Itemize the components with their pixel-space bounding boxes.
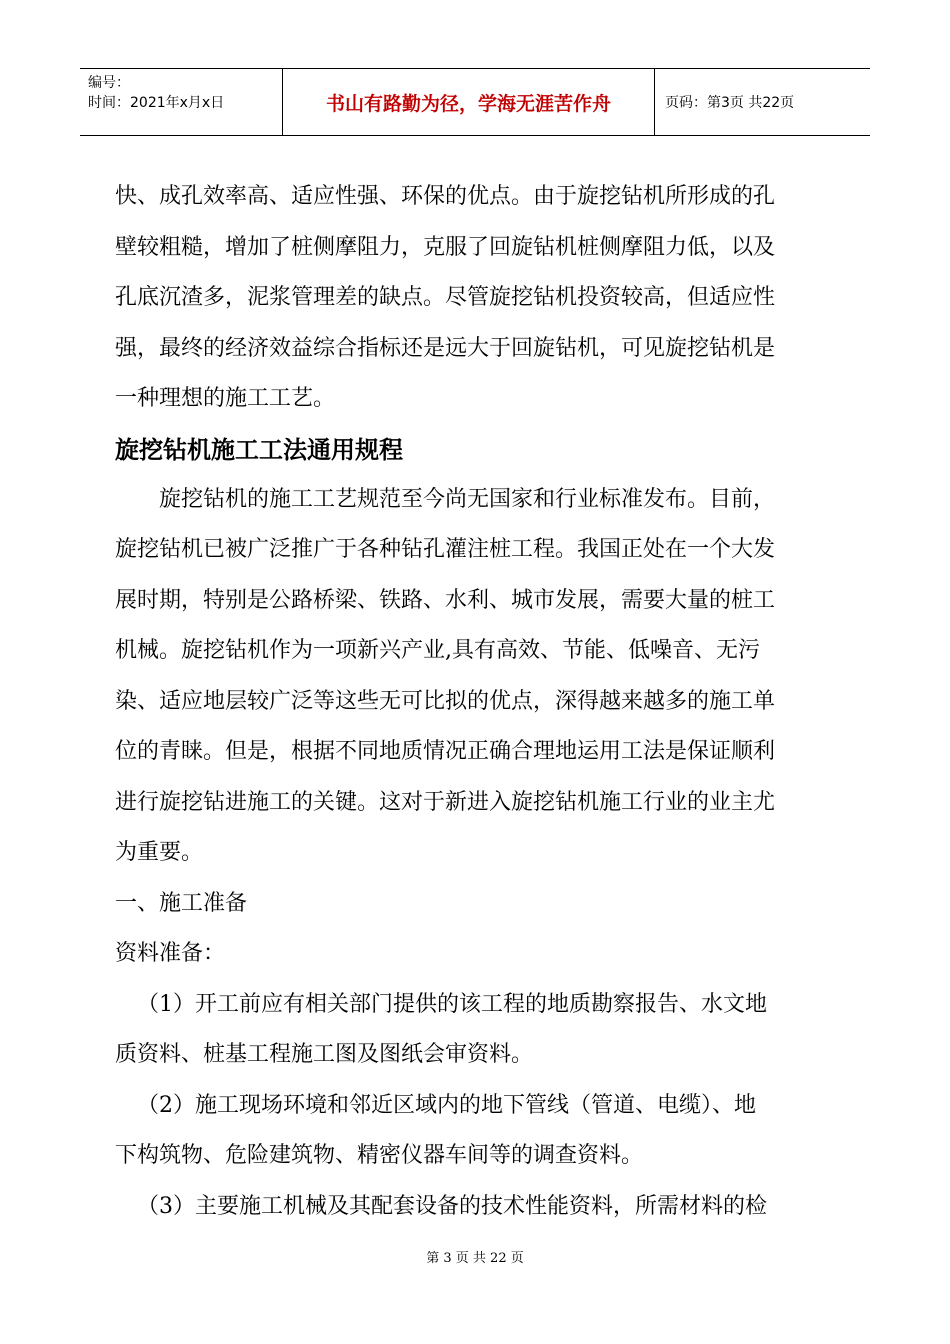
- body-line: 壁较粗糙，增加了桩侧摩阻力，克服了回旋钻机桩侧摩阻力低，以及: [115, 234, 776, 260]
- header-meta: [80, 69, 283, 135]
- body-line: 一种理想的施工工艺。: [115, 386, 336, 411]
- document-date: 时间：2021年x月x日: [88, 95, 225, 111]
- list-item: （2）施工现场环境和邻近区域内的地下管线（管道、电缆）、地: [137, 1092, 756, 1118]
- body-line: 旋挖钻机的施工工艺规范至今尚无国家和行业标准发布。目前，: [159, 486, 776, 512]
- page-footer: 第 3 页 共 22 页: [426, 1251, 524, 1266]
- body-line: 机械。旋挖钻机作为一项新兴产业,具有高效、节能、低噪音、无污: [115, 638, 760, 663]
- header-motto: 书山有路勤为径，学海无涯苦作舟: [283, 69, 655, 135]
- body-line: 孔底沉渣多，泥浆管理差的缺点。尽管旋挖钻机投资较高，但适应性: [115, 285, 776, 310]
- body-line: 为重要。: [115, 840, 204, 865]
- list-item-continuation: 质资料、桩基工程施工图及图纸会审资料。: [115, 1042, 534, 1067]
- body-line: 展时期，特别是公路桥梁、铁路、水利、城市发展，需要大量的桩工: [115, 587, 776, 613]
- body-line: 染、适应地层较广泛等这些无可比拟的优点，深得越来越多的施工单: [115, 688, 776, 714]
- body-line: 进行旋挖钻进施工的关键。这对于新进入旋挖钻机施工行业的业主尤: [115, 789, 776, 815]
- section-heading: 旋挖钻机施工工法通用规程: [115, 435, 403, 464]
- section-title: 一、施工准备: [115, 890, 248, 916]
- body-line: 强，最终的经济效益综合指标还是远大于回旋钻机，可见旋挖钻机是: [115, 335, 776, 361]
- body-line: 快、成孔效率高、适应性强、环保的优点。由于旋挖钻机所形成的孔: [115, 184, 776, 209]
- list-item-continuation: 下构筑物、危险建筑物、精密仪器车间等的调查资料。: [115, 1143, 644, 1168]
- list-item: （1）开工前应有相关部门提供的该工程的地质勘察报告、水文地: [137, 991, 767, 1017]
- subsection-title: 资料准备：: [115, 941, 226, 966]
- document-body: [115, 172, 840, 1232]
- list-item: （3）主要施工机械及其配套设备的技术性能资料，所需材料的检: [137, 1193, 767, 1219]
- header-page-info: 页码：第3页 共22页: [665, 95, 795, 111]
- page-header: [80, 68, 870, 136]
- body-line: 旋挖钻机已被广泛推广于各种钻孔灌注桩工程。我国正处在一个大发: [115, 537, 776, 562]
- body-line: 位的青睐。但是，根据不同地质情况正确合理地运用工法是保证顺利: [115, 739, 776, 764]
- document-number-label: 编号：: [88, 75, 130, 91]
